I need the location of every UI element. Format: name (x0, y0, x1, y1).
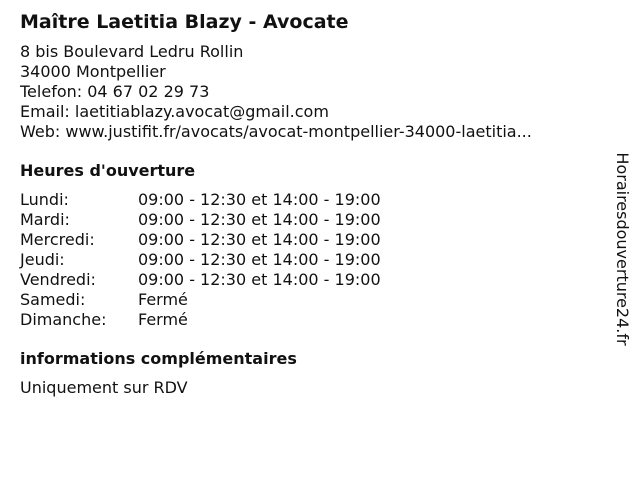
hours-time: 09:00 - 12:30 et 14:00 - 19:00 (138, 230, 381, 249)
listing-card (20, 10, 600, 398)
hours-row-thursday (20, 250, 600, 270)
address-line-2: 34000 Montpellier (20, 62, 166, 81)
phone-line: Telefon: 04 67 02 29 73 (20, 82, 210, 101)
hours-day: Mercredi: (20, 230, 95, 249)
opening-hours-heading: Heures d'ouverture (20, 161, 196, 180)
hours-time: Fermé (138, 290, 188, 309)
hours-day: Vendredi: (20, 270, 96, 289)
hours-row-wednesday (20, 230, 600, 250)
hours-day: Dimanche: (20, 310, 107, 329)
hours-row-monday (20, 190, 600, 210)
hours-row-friday (20, 270, 600, 290)
web-line: Web: www.justifit.fr/avocats/avocat-montpellier-34000-laetitia... (20, 122, 532, 141)
hours-row-saturday (20, 290, 600, 310)
hours-row-tuesday (20, 210, 600, 230)
hours-time: 09:00 - 12:30 et 14:00 - 19:00 (138, 270, 381, 289)
hours-time: Fermé (138, 310, 188, 329)
additional-info-text: Uniquement sur RDV (20, 378, 188, 397)
hours-time: 09:00 - 12:30 et 14:00 - 19:00 (138, 250, 381, 269)
hours-time: 09:00 - 12:30 et 14:00 - 19:00 (138, 210, 381, 229)
hours-row-sunday (20, 310, 600, 330)
brand-watermark: Horairesdouverture24.fr (613, 152, 632, 346)
hours-day: Mardi: (20, 210, 70, 229)
hours-day: Samedi: (20, 290, 86, 309)
additional-info-heading: informations complémentaires (20, 349, 297, 368)
hours-day: Jeudi: (20, 250, 65, 269)
address-line-1: 8 bis Boulevard Ledru Rollin (20, 42, 244, 61)
email-line: Email: laetitiablazy.avocat@gmail.com (20, 102, 329, 121)
hours-day: Lundi: (20, 190, 69, 209)
hours-time: 09:00 - 12:30 et 14:00 - 19:00 (138, 190, 381, 209)
business-title: Maître Laetitia Blazy - Avocate (20, 11, 349, 33)
